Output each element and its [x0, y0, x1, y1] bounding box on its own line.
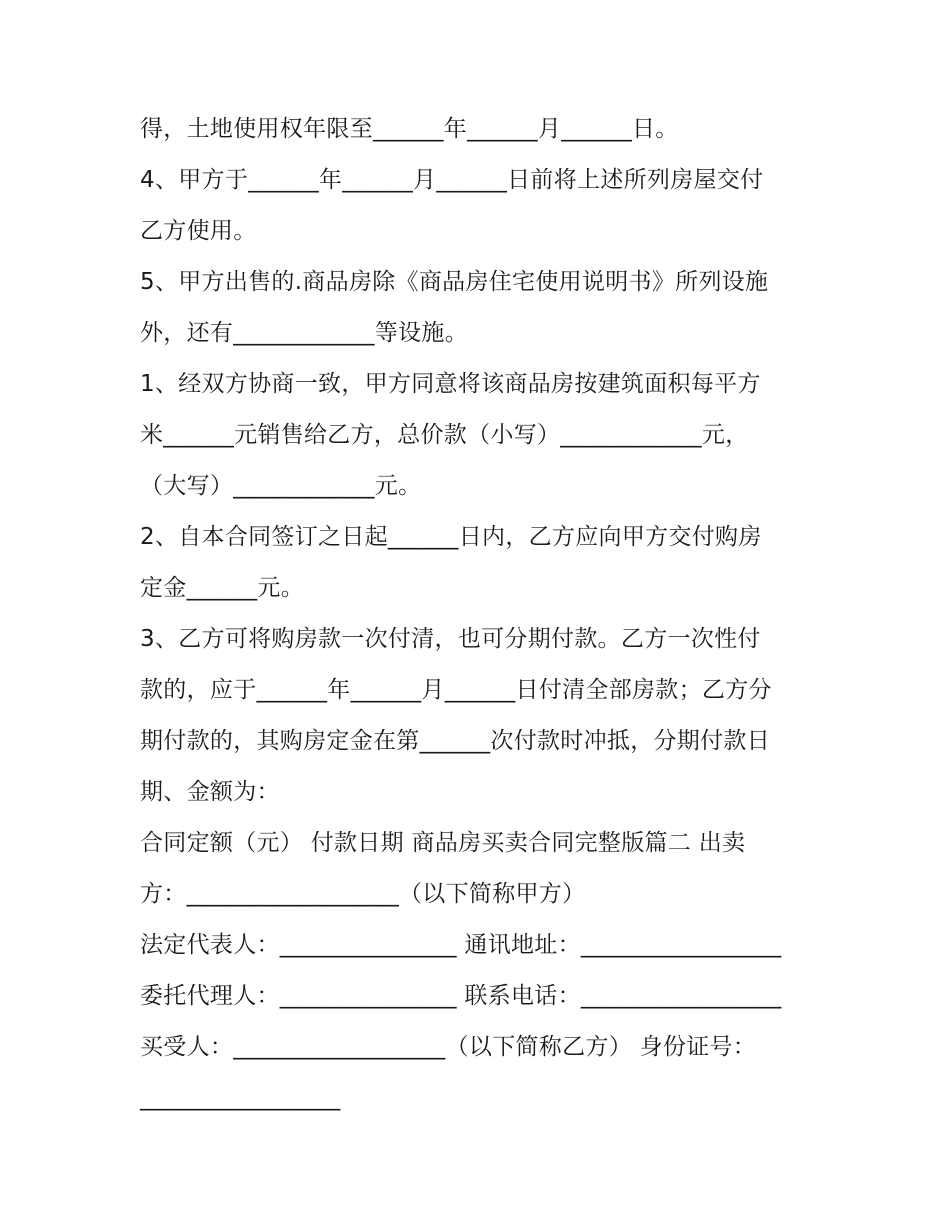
text-line-20: _________________	[140, 1085, 341, 1111]
contract-text	[140, 104, 820, 1124]
text-line-5: 外，还有____________等设施。	[140, 320, 468, 346]
text-line-1: 得，土地使用权年限至______年______月______日。	[140, 116, 679, 142]
text-line-15: 合同定额（元） 付款日期 商品房买卖合同完整版篇二 出卖	[140, 830, 746, 856]
text-line-4: 5、甲方出售的.商品房除《商品房住宅使用说明书》所列设施	[140, 269, 769, 295]
text-line-3: 乙方使用。	[140, 218, 257, 244]
text-line-9: 2、自本合同签订之日起______日内，乙方应向甲方交付购房	[140, 524, 762, 550]
text-line-18: 委托代理人：_______________ 联系电话：_________________	[140, 983, 782, 1009]
text-line-7: 米______元销售给乙方，总价款（小写）____________元，	[140, 422, 749, 448]
text-line-6: 1、经双方协商一致，甲方同意将该商品房按建筑面积每平方	[140, 371, 761, 397]
text-line-8: （大写）____________元。	[140, 473, 422, 499]
text-line-14: 期、金额为：	[140, 779, 280, 805]
text-line-17: 法定代表人：_______________ 通讯地址：_________________	[140, 932, 782, 958]
text-line-16: 方：__________________（以下简称甲方）	[140, 881, 586, 907]
text-line-11: 3、乙方可将购房款一次付清，也可分期付款。乙方一次性付	[140, 626, 761, 652]
text-line-19: 买受人：__________________（以下简称乙方） 身份证号：	[140, 1034, 757, 1060]
text-line-13: 期付款的，其购房定金在第______次付款时冲抵，分期付款日	[140, 728, 770, 754]
text-line-2: 4、甲方于______年______月______日前将上述所列房屋交付	[140, 167, 764, 193]
text-line-10: 定金______元。	[140, 575, 304, 601]
text-line-12: 款的，应于______年______月______日付清全部房款；乙方分	[140, 677, 772, 703]
